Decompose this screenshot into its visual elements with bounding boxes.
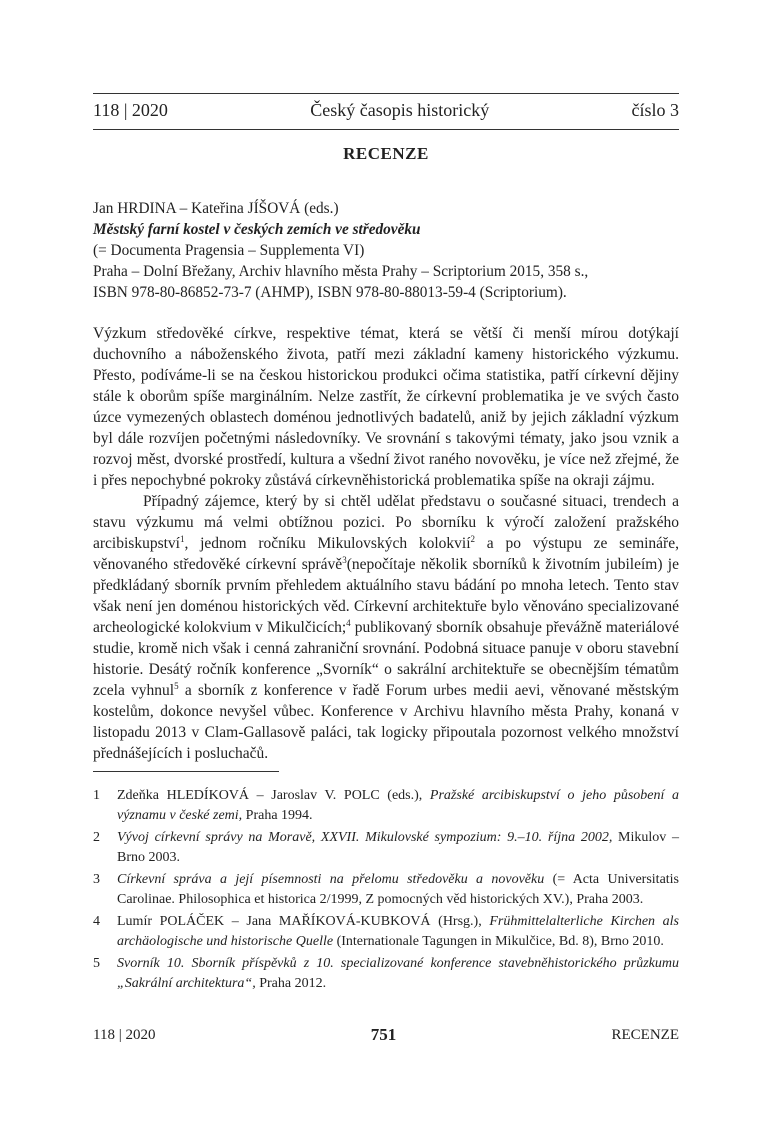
paragraph-2-text: publikovaný sborník obsahuje převážně materiálové studie, kromě nich však i cenná zahraniční srovnání. Podobná situace panuje v oboru stavební historie. Desátý ročník konference „Svorník“ o sakrální architektuře se obecnějším tématům zcela vyhnul — [93, 619, 679, 699]
footnote-text — [117, 870, 679, 909]
header-issue: číslo 3 — [631, 100, 679, 120]
book-series: (= Documenta Pragensia – Supplementa VI) — [93, 242, 365, 259]
book-authors: Jan HRDINA – Kateřina JÍŠOVÁ (eds.) — [93, 200, 339, 217]
footnote-text-italic: Pražské arcibiskupství o jeho působení a významu v české zemi, — [117, 788, 679, 823]
footnotes — [93, 786, 679, 996]
header-rule-bottom — [93, 129, 679, 130]
page-number: 751 — [370, 1025, 397, 1044]
footnote-text-plain: (Internationale Tagungen in Mikulčice, Bd. 8), Brno 2010. — [333, 933, 664, 949]
book-publisher: Praha – Dolní Břežany, Archiv hlavního města Prahy – Scriptorium 2015, 358 s., — [93, 263, 589, 280]
footnote-number: 2 — [93, 830, 100, 845]
footnote-text — [117, 912, 679, 951]
footnote-text — [117, 954, 679, 993]
footnote-text-italic: Církevní správa a její písemnosti na přelomu středověku a novověku — [117, 872, 545, 887]
review-body — [93, 323, 679, 764]
footnote-ref-1[interactable]: 1 — [179, 533, 185, 544]
footnote-number: 5 — [93, 956, 100, 971]
footnote-item — [93, 828, 679, 867]
footnote-number: 3 — [93, 872, 100, 887]
footnote-ref-5[interactable]: 5 — [174, 680, 179, 691]
header-rule-top — [93, 93, 679, 94]
footnote-text-plain: Zdeňka HLEDÍKOVÁ – Jaroslav V. POLC (eds.), — [117, 788, 430, 803]
paragraph-2-text: Případný zájemce, který by si chtěl udělat představu o současné situaci, trendech a stavu výzkumu má velmi obtížnou pozici. Po sborníku k výročí založení pražského arcibiskupství — [93, 493, 679, 552]
paragraph-2-text: a sborník z konference v řadě Forum urbes medii aevi, věnované městským kostelům, dokonce nevyšel vůbec. Konference v Archivu hlavního města Prahy, konaná v listopadu 2013 v Clam-Gallasově paláci, tak logicky připoutala pozornost velkého množství přednášejících i posluchačů. — [93, 682, 679, 762]
footnote-ref-4[interactable]: 4 — [346, 617, 351, 628]
paragraph-2-text: a po výstupu ze semináře, věnovaného středověké církevní správě — [93, 535, 679, 573]
footnote-text-italic: Vývoj církevní správy na Moravě, XXVII. Mikulovské sympozium: 9.–10. října 2002, — [117, 830, 613, 845]
footnote-text-plain: Praha 2012. — [255, 975, 327, 991]
footnote-text-plain: (= Acta Universitatis Carolinae. Philosophica et historica 2/1999, Z pomocných věd historických XV.), Praha 2003. — [117, 872, 680, 907]
footnote-item — [93, 786, 679, 825]
header-volume-year: 118 | 2020 — [93, 100, 168, 120]
footnote-item — [93, 912, 679, 951]
footnote-ref-2[interactable]: 2 — [470, 533, 476, 544]
footnote-text-italic: Frühmittelalterliche Kirchen als archäologische und historische Quelle — [117, 914, 680, 949]
footnote-ref-3[interactable]: 3 — [342, 554, 347, 565]
footnote-text-plain: Lumír POLÁČEK – Jana MAŘÍKOVÁ-KUBKOVÁ (Hrsg.), — [117, 914, 490, 929]
running-header — [93, 100, 679, 124]
paragraph-2-text: (nepočítaje několik sborníků k životním jubileím) je předkládaný sborník prvním přehledem aktuálního stavu bádání po mnoha letech. Tento stav však není jen doménou historických věd. Církevní architektuře bylo věnováno specializované archeologické kolokvium v Mikulčicích; — [93, 556, 679, 636]
footnote-text-plain: Praha 1994. — [242, 807, 313, 823]
section-title: RECENZE — [343, 144, 429, 163]
header-journal-title: Český časopis historický — [310, 100, 490, 120]
paragraph-1: Výzkum středověké církve, respektive témat, která se větší či menší mírou dotýkají duchovního a náboženského života, patří mezi základní kameny historického výzkumu. Přesto, podíváme-li se na českou historickou produkci očima statistika, patří církevní dějiny stále k oborům spíše marginálním. Nelze zastřít, že církevní problematika je ve svých často úzce vymezených oblastech doménou jednotlivých badatelů, aniž by jejich základní výzkum byl dále rozvíjen početnými následovníky. Ve srovnání s takovými tématy, jako jsou vznik a rozvoj měst, dvorské prostředí, kultura a všední život raného novověku, je více než zřejmé, že i přes nepochybné pokroky zůstává církevněhistorická problematika spíše na okraji zájmu. — [93, 325, 679, 489]
footnote-item — [93, 954, 679, 993]
paragraph-2 — [93, 491, 679, 764]
footnote-text-plain: Mikulov – Brno 2003. — [117, 830, 679, 865]
footnote-number: 1 — [93, 788, 100, 803]
footnote-text — [117, 828, 679, 867]
running-footer — [93, 1024, 679, 1046]
book-citation — [93, 198, 693, 303]
footnote-item — [93, 870, 679, 909]
paragraph-2-text: , jednom ročníku Mikulovských kolokvií — [184, 535, 471, 552]
footer-section: RECENZE — [611, 1026, 679, 1043]
book-title: Městský farní kostel v českých zemích ve středověku — [93, 221, 421, 238]
book-isbn: ISBN 978-80-86852-73-7 (AHMP), ISBN 978-80-88013-59-4 (Scriptorium). — [93, 284, 567, 301]
footnote-text-italic: Svorník 10. Sborník příspěvků z 10. specializované konference stavebněhistorického průzkumu „Sakrální architektura“, — [117, 956, 679, 991]
footnote-text — [117, 786, 679, 825]
footnote-separator — [93, 771, 279, 772]
footnote-number: 4 — [93, 914, 100, 929]
footer-volume-year: 118 | 2020 — [93, 1026, 156, 1043]
